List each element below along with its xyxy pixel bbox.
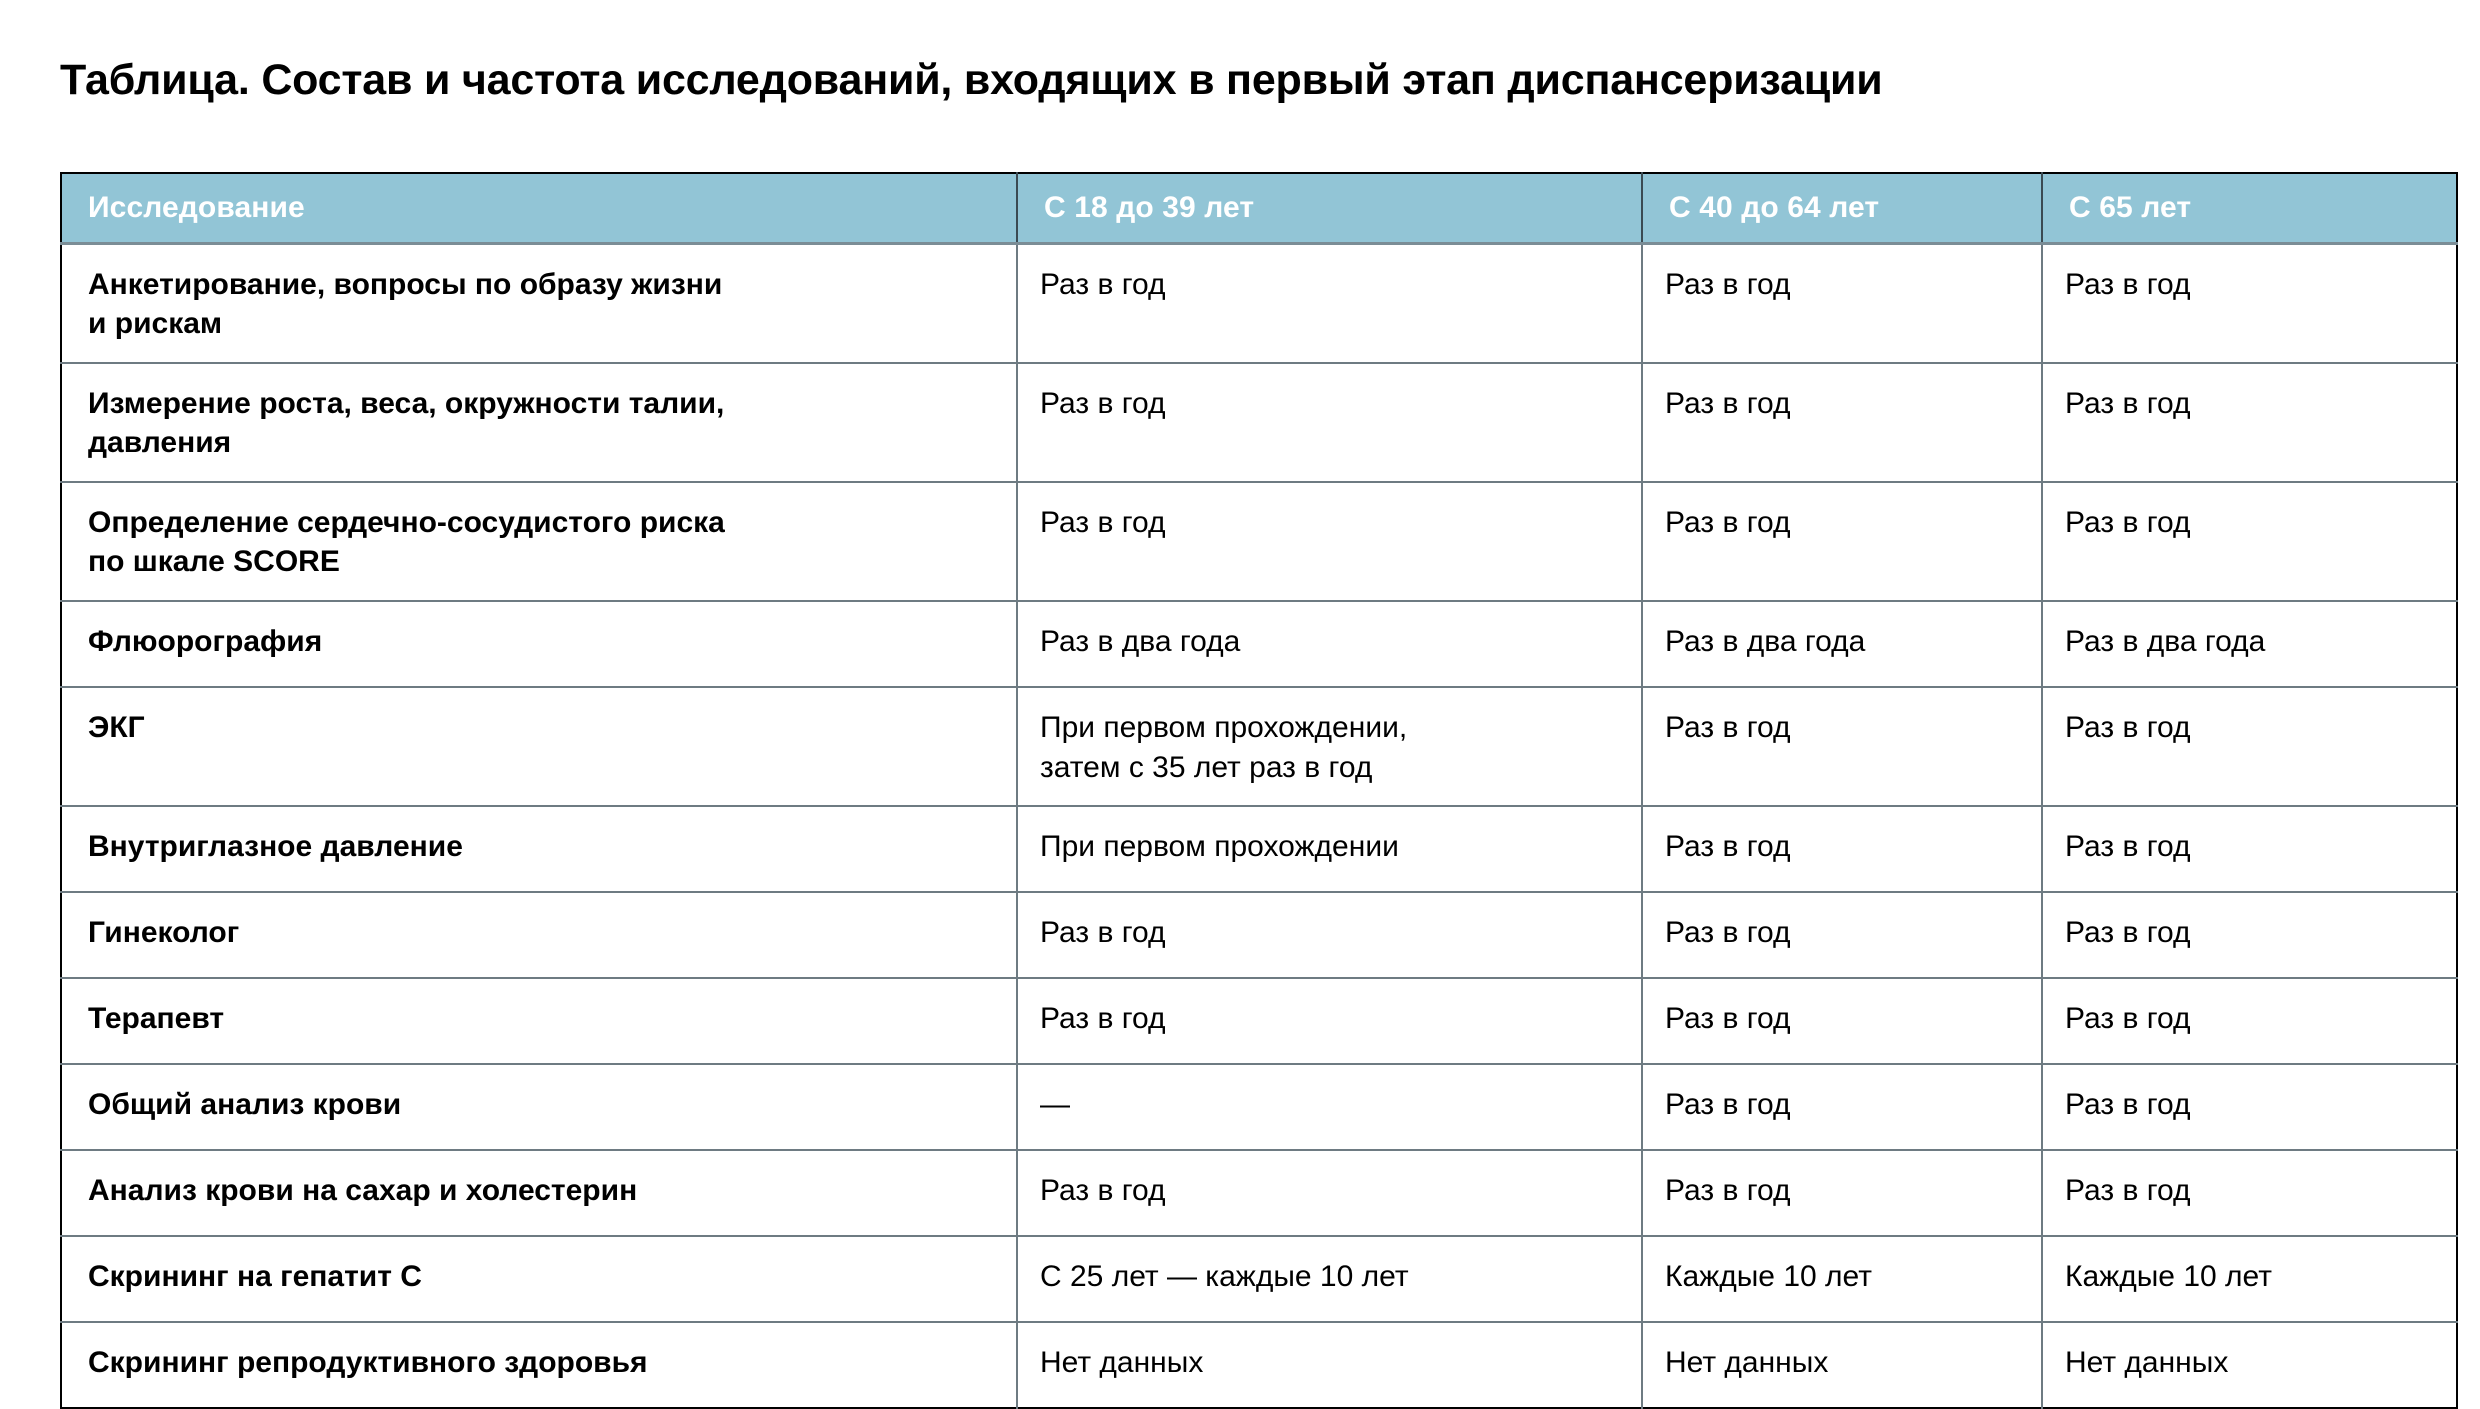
- cell-age-65: Раз в год: [2042, 806, 2457, 892]
- study-name-line: Общий анализ крови: [88, 1088, 402, 1122]
- study-name-line: Измерение роста, веса, окружности талии,: [88, 386, 725, 420]
- cell-study-name: [61, 601, 1017, 687]
- value-line: —: [1040, 1088, 1070, 1122]
- value-line: затем с 35 лет раз в год: [1040, 750, 1373, 784]
- study-name-line: ЭКГ: [88, 711, 145, 745]
- cell-age-65: Раз в год: [2042, 1150, 2457, 1236]
- study-name-line: Флюорография: [88, 625, 323, 659]
- cell-age-65: Раз в год: [2042, 243, 2457, 363]
- value-line: С 25 лет — каждые 10 лет: [1040, 1260, 1409, 1294]
- column-header-age-65: С 65 лет: [2042, 173, 2457, 243]
- cell-age-18-39: [1017, 243, 1642, 363]
- cell-age-40-64: Раз в год: [1642, 243, 2042, 363]
- cell-age-65: Каждые 10 лет: [2042, 1236, 2457, 1322]
- cell-age-18-39: [1017, 892, 1642, 978]
- table-row: [61, 1322, 2457, 1408]
- cell-study-name: [61, 1150, 1017, 1236]
- table-header: [61, 173, 2457, 243]
- table-row: [61, 1150, 2457, 1236]
- study-name-line: по шкале SCORE: [88, 545, 340, 579]
- cell-age-18-39: [1017, 482, 1642, 601]
- table-row: [61, 687, 2457, 806]
- table-row: [61, 1064, 2457, 1150]
- cell-age-40-64: Каждые 10 лет: [1642, 1236, 2042, 1322]
- cell-study-name: [61, 892, 1017, 978]
- cell-study-name: [61, 978, 1017, 1064]
- cell-study-name: [61, 687, 1017, 806]
- cell-age-18-39: [1017, 1150, 1642, 1236]
- cell-age-18-39: [1017, 978, 1642, 1064]
- study-name-line: Терапевт: [88, 1002, 225, 1036]
- table-row: [61, 243, 2457, 363]
- cell-age-40-64: Раз в год: [1642, 892, 2042, 978]
- cell-age-40-64: Нет данных: [1642, 1322, 2042, 1408]
- table-body: [61, 243, 2457, 1408]
- cell-age-40-64: Раз в год: [1642, 978, 2042, 1064]
- cell-study-name: [61, 1322, 1017, 1408]
- value-line: При первом прохождении,: [1040, 711, 1408, 745]
- value-line: При первом прохождении: [1040, 830, 1399, 864]
- cell-study-name: [61, 363, 1017, 482]
- cell-age-65: Раз в два года: [2042, 601, 2457, 687]
- table-row: [61, 978, 2457, 1064]
- table-row: [61, 892, 2457, 978]
- screening-schedule-table: [60, 172, 2458, 1409]
- cell-age-18-39: [1017, 1236, 1642, 1322]
- table-header-row: [61, 173, 2457, 243]
- value-line: Раз в год: [1040, 916, 1166, 950]
- value-line: Раз в год: [1040, 267, 1166, 301]
- study-name-line: давления: [88, 426, 232, 460]
- page-title: Таблица. Состав и частота исследований, входящих в первый этап диспансеризации: [60, 56, 1883, 104]
- value-line: Раз в два года: [1040, 625, 1241, 659]
- cell-age-65: Раз в год: [2042, 978, 2457, 1064]
- study-name-line: Гинеколог: [88, 916, 240, 950]
- cell-age-18-39: [1017, 1064, 1642, 1150]
- study-name-line: Внутриглазное давление: [88, 830, 463, 864]
- value-line: Раз в год: [1040, 386, 1166, 420]
- value-line: Раз в год: [1040, 505, 1166, 539]
- study-name-line: Анкетирование, вопросы по образу жизни: [88, 267, 723, 301]
- cell-age-18-39: [1017, 687, 1642, 806]
- study-name-line: Определение сердечно-сосудистого риска: [88, 505, 725, 539]
- cell-age-40-64: Раз в год: [1642, 687, 2042, 806]
- cell-age-65: Раз в год: [2042, 363, 2457, 482]
- value-line: Раз в год: [1040, 1174, 1166, 1208]
- cell-age-40-64: Раз в год: [1642, 363, 2042, 482]
- cell-age-40-64: Раз в год: [1642, 806, 2042, 892]
- cell-study-name: [61, 806, 1017, 892]
- cell-study-name: [61, 482, 1017, 601]
- cell-study-name: [61, 243, 1017, 363]
- column-header-age-18-39: С 18 до 39 лет: [1017, 173, 1642, 243]
- cell-age-18-39: [1017, 1322, 1642, 1408]
- table-row: [61, 482, 2457, 601]
- cell-age-40-64: Раз в год: [1642, 1150, 2042, 1236]
- value-line: Раз в год: [1040, 1002, 1166, 1036]
- cell-age-18-39: [1017, 363, 1642, 482]
- cell-age-18-39: [1017, 601, 1642, 687]
- cell-age-65: Нет данных: [2065, 1346, 2229, 1380]
- table-row: [61, 601, 2457, 687]
- cell-age-65: Раз в год: [2042, 687, 2457, 806]
- study-name-line: Скрининг на гепатит С: [88, 1260, 422, 1294]
- table-row: [61, 363, 2457, 482]
- cell-age-40-64: Раз в два года: [1642, 601, 2042, 687]
- study-name-line: Анализ крови на сахар и холестерин: [88, 1174, 638, 1208]
- cell-study-name: [61, 1064, 1017, 1150]
- cell-age-65: Раз в год: [2042, 482, 2457, 601]
- cell-age-40-64: Раз в год: [1642, 482, 2042, 601]
- cell-age-18-39: [1017, 806, 1642, 892]
- study-name-line: и рискам: [88, 307, 223, 341]
- value-line: Нет данных: [1040, 1346, 1204, 1380]
- cell-age-65: Раз в год: [2042, 892, 2457, 978]
- table-row: [61, 806, 2457, 892]
- study-name-line: Скрининг репродуктивного здоровья: [88, 1346, 648, 1380]
- table-row: [61, 1236, 2457, 1322]
- column-header-study: Исследование: [61, 173, 1017, 243]
- cell-study-name: [61, 1236, 1017, 1322]
- column-header-age-40-64: С 40 до 64 лет: [1642, 173, 2042, 243]
- table-container: [60, 172, 2456, 1409]
- cell-age-65: Раз в год: [2042, 1064, 2457, 1150]
- cell-age-40-64: Раз в год: [1642, 1064, 2042, 1150]
